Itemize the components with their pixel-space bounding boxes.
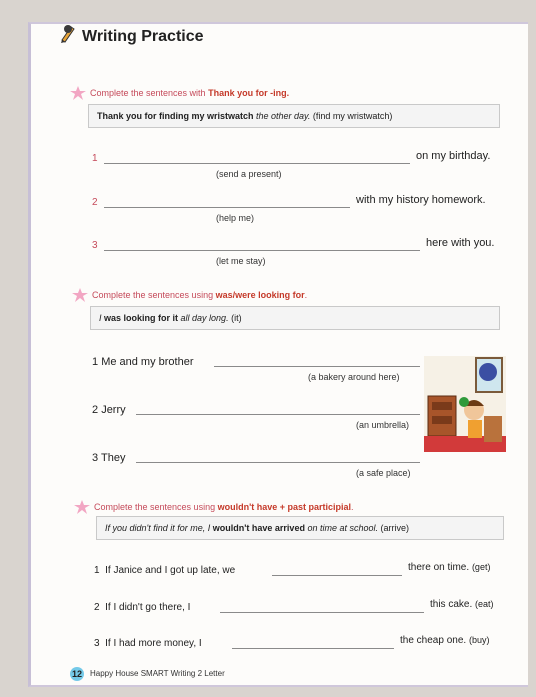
- sentence-start: 2 Jerry: [92, 404, 126, 416]
- hint: (a bakery around here): [308, 372, 400, 382]
- hint: (send a present): [216, 169, 282, 179]
- hint: (help me): [216, 213, 255, 223]
- example-box-1: Thank you for finding my wristwatch the other day. (find my wristwatch): [88, 104, 500, 128]
- sentence-end: with my history homework.: [356, 194, 486, 206]
- page-number: 12: [71, 669, 82, 679]
- sentence-start: 1 If Janice and I got up late, we: [94, 565, 236, 576]
- star-icon: [72, 288, 88, 302]
- answer-blank[interactable]: [104, 207, 350, 208]
- answer-blank[interactable]: [220, 612, 424, 613]
- example-box-2: I was looking for it all day long. (it): [90, 306, 500, 330]
- item-number: 1: [92, 153, 98, 164]
- example-box-3: If you didn't find it for me, I wouldn't have arrived on time at school. (arrive): [96, 516, 504, 540]
- boy-searching-illustration: [424, 356, 506, 452]
- answer-blank[interactable]: [104, 250, 420, 251]
- pencil-icon: [58, 24, 76, 44]
- hint: (let me stay): [216, 256, 266, 266]
- sentence-end: this cake. (eat): [430, 599, 494, 610]
- sentence-start: 2 If I didn't go there, I: [94, 602, 191, 613]
- sentence-end: on my birthday.: [416, 150, 491, 162]
- answer-blank[interactable]: [136, 414, 420, 415]
- page-title: Writing Practice: [82, 28, 204, 45]
- book-title: Happy House SMART Writing 2 Letter: [90, 669, 225, 678]
- hint: (an umbrella): [356, 420, 410, 430]
- sentence-start: 3 If I had more money, I: [94, 638, 202, 649]
- instruction-2: Complete the sentences using was/were looking for.: [92, 290, 308, 300]
- answer-blank[interactable]: [214, 366, 420, 367]
- star-icon: [70, 86, 86, 100]
- item-number: 3: [92, 240, 98, 251]
- answer-blank[interactable]: [136, 462, 420, 463]
- sentence-end: there on time. (get): [408, 562, 491, 573]
- item-number: 2: [92, 197, 98, 208]
- instruction-1: Complete the sentences with Thank you for -ing.: [90, 88, 290, 98]
- star-icon: [74, 500, 90, 514]
- answer-blank[interactable]: [232, 648, 394, 649]
- hint: (a safe place): [356, 468, 411, 478]
- answer-blank[interactable]: [272, 575, 402, 576]
- sentence-end: here with you.: [426, 237, 495, 249]
- answer-blank[interactable]: [104, 163, 410, 164]
- instruction-3: Complete the sentences using wouldn't have + past participial.: [94, 502, 354, 512]
- sentence-end: the cheap one. (buy): [400, 635, 490, 646]
- sentence-start: 3 They: [92, 452, 126, 464]
- sentence-start: 1 Me and my brother: [92, 356, 194, 368]
